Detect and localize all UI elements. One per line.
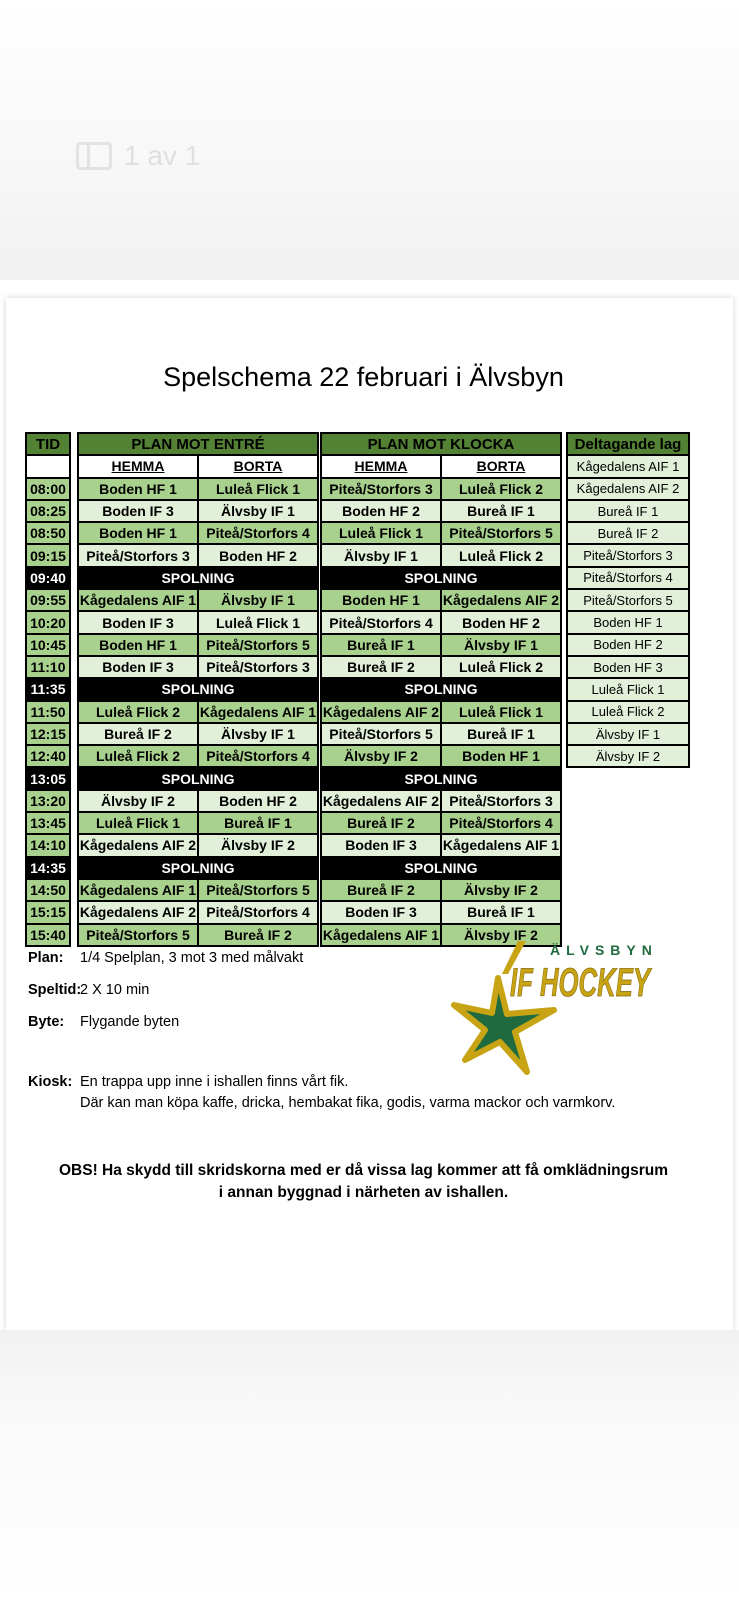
- plan_klocka-header: PLAN MOT KLOCKA: [322, 434, 560, 454]
- home-team-cell: Kågedalens AIF 1: [322, 925, 440, 945]
- info-kiosk-label: Kiosk:: [28, 1074, 73, 1090]
- away-team-cell: Bureå IF 1: [199, 813, 317, 833]
- away-team-cell: Luleå Flick 1: [199, 612, 317, 632]
- home-team-cell: Boden HF 1: [79, 523, 197, 543]
- info-speltid: [28, 980, 149, 1000]
- away-team-cell: Luleå Flick 2: [442, 479, 560, 499]
- spolning-row: SPOLNING: [322, 858, 560, 878]
- away-team-cell: Älvsby IF 2: [442, 925, 560, 945]
- time-cell: 12:40: [27, 746, 69, 766]
- team-list-item: Kågedalens AIF 1: [568, 456, 688, 476]
- home-team-cell: Kågedalens AIF 2: [322, 791, 440, 811]
- home-team-cell: Kågedalens AIF 2: [322, 702, 440, 722]
- time-cell: 09:15: [27, 545, 69, 565]
- home-team-cell: Luleå Flick 2: [79, 746, 197, 766]
- obs-notice: [6, 1160, 721, 1204]
- team-list-item: Boden HF 1: [568, 612, 688, 632]
- plan-entre-table: [77, 432, 319, 947]
- home-team-cell: Älvsby IF 1: [322, 545, 440, 565]
- away-team-cell: Luleå Flick 1: [199, 479, 317, 499]
- document-page: [6, 298, 733, 1330]
- home-team-cell: Bureå IF 2: [322, 657, 440, 677]
- home-team-cell: Kågedalens AIF 1: [79, 880, 197, 900]
- obs-line1: OBS! Ha skydd till skridskorna med er då vissa lag kommer att få omklädningsrum: [58, 1162, 668, 1179]
- away-team-cell: Bureå IF 1: [442, 724, 560, 744]
- team-list-item: Luleå Flick 1: [568, 679, 688, 699]
- time-cell: 08:00: [27, 479, 69, 499]
- home-team-cell: Älvsby IF 2: [322, 746, 440, 766]
- away-team-cell: Luleå Flick 1: [442, 702, 560, 722]
- home-team-cell: Boden HF 2: [322, 501, 440, 521]
- info-speltid-value: 2 X 10 min: [80, 982, 150, 998]
- plan_klocka-col-away: BORTA: [442, 456, 560, 476]
- away-team-cell: Piteå/Storfors 3: [442, 791, 560, 811]
- away-team-cell: Älvsby IF 2: [199, 835, 317, 855]
- home-team-cell: Bureå IF 2: [79, 724, 197, 744]
- plan-klocka-table: [320, 432, 562, 947]
- home-team-cell: Luleå Flick 2: [79, 702, 197, 722]
- team-list-item: Piteå/Storfors 3: [568, 545, 688, 565]
- time-cell: 12:15: [27, 724, 69, 744]
- away-team-cell: Älvsby IF 1: [199, 501, 317, 521]
- alvsbyn-if-hockey-logo: [446, 938, 656, 1083]
- viewer-bottom-area: [0, 1330, 739, 1600]
- away-team-cell: Luleå Flick 2: [442, 545, 560, 565]
- home-team-cell: Piteå/Storfors 5: [79, 925, 197, 945]
- teams-table: [566, 432, 690, 768]
- away-team-cell: Älvsby IF 1: [199, 590, 317, 610]
- away-team-cell: Boden HF 2: [199, 791, 317, 811]
- home-team-cell: Boden IF 3: [79, 612, 197, 632]
- away-team-cell: Älvsby IF 1: [442, 635, 560, 655]
- home-team-cell: Boden IF 3: [79, 657, 197, 677]
- info-speltid-label: Speltid:: [28, 982, 82, 998]
- away-team-cell: Piteå/Storfors 3: [199, 657, 317, 677]
- away-team-cell: Piteå/Storfors 4: [199, 746, 317, 766]
- home-team-cell: Boden IF 3: [322, 902, 440, 922]
- home-team-cell: Luleå Flick 1: [322, 523, 440, 543]
- info-plan: [28, 948, 303, 968]
- time-cell: 11:35: [27, 679, 69, 699]
- home-team-cell: Boden HF 1: [79, 479, 197, 499]
- home-team-cell: Bureå IF 2: [322, 813, 440, 833]
- info-kiosk-line1: En trappa upp inne i ishallen finns vårt fik.: [80, 1074, 349, 1090]
- home-team-cell: Boden IF 3: [79, 501, 197, 521]
- home-team-cell: Bureå IF 2: [322, 880, 440, 900]
- away-team-cell: Piteå/Storfors 4: [442, 813, 560, 833]
- time-cell: 11:50: [27, 702, 69, 722]
- time-cell: 15:15: [27, 902, 69, 922]
- time-cell: 10:45: [27, 635, 69, 655]
- home-team-cell: Älvsby IF 2: [79, 791, 197, 811]
- spolning-row: SPOLNING: [322, 568, 560, 588]
- logo-top-text: ÄLVSBYN: [550, 942, 658, 958]
- viewer-top-bar: [0, 0, 739, 280]
- away-team-cell: Älvsby IF 2: [442, 880, 560, 900]
- plan_klocka-col-home: HEMMA: [322, 456, 440, 476]
- home-team-cell: Kågedalens AIF 2: [79, 835, 197, 855]
- page-title: Spelschema 22 februari i Älvsbyn: [163, 362, 564, 392]
- away-team-cell: Bureå IF 2: [199, 925, 317, 945]
- team-list-item: Luleå Flick 2: [568, 702, 688, 722]
- time-cell: 14:10: [27, 835, 69, 855]
- info-kiosk-line2: Där kan man köpa kaffe, dricka, hembakat fika, godis, varma mackor och varmkorv.: [80, 1095, 616, 1111]
- away-team-cell: Luleå Flick 2: [442, 657, 560, 677]
- team-list-item: Bureå IF 1: [568, 501, 688, 521]
- spolning-row: SPOLNING: [79, 679, 317, 699]
- time-cell: 13:45: [27, 813, 69, 833]
- away-team-cell: Piteå/Storfors 4: [199, 902, 317, 922]
- spolning-row: SPOLNING: [322, 679, 560, 699]
- time-subheader-blank: [27, 456, 69, 476]
- home-team-cell: Luleå Flick 1: [79, 813, 197, 833]
- home-team-cell: Piteå/Storfors 4: [322, 612, 440, 632]
- team-list-item: Piteå/Storfors 4: [568, 568, 688, 588]
- spolning-row: SPOLNING: [79, 568, 317, 588]
- time-header: TID: [27, 434, 69, 454]
- teams-header: Deltagande lag: [568, 434, 688, 454]
- team-list-item: Boden HF 2: [568, 635, 688, 655]
- time-column: [25, 432, 71, 947]
- page-indicator[interactable]: [76, 140, 200, 172]
- home-team-cell: Boden IF 3: [322, 835, 440, 855]
- time-cell: 14:50: [27, 880, 69, 900]
- away-team-cell: Piteå/Storfors 5: [199, 635, 317, 655]
- home-team-cell: Piteå/Storfors 3: [322, 479, 440, 499]
- team-list-item: Bureå IF 2: [568, 523, 688, 543]
- away-team-cell: Boden HF 2: [199, 545, 317, 565]
- spolning-row: SPOLNING: [322, 768, 560, 788]
- logo-main-text: IF HOCKEY: [510, 961, 653, 1005]
- time-cell: 14:35: [27, 858, 69, 878]
- info-plan-value: 1/4 Spelplan, 3 mot 3 med målvakt: [80, 950, 304, 966]
- team-list-item: Boden HF 3: [568, 657, 688, 677]
- spolning-row: SPOLNING: [79, 768, 317, 788]
- away-team-cell: Kågedalens AIF 1: [442, 835, 560, 855]
- home-team-cell: Kågedalens AIF 2: [79, 902, 197, 922]
- document-pages-icon: [76, 142, 112, 170]
- away-team-cell: Piteå/Storfors 5: [442, 523, 560, 543]
- info-byte-label: Byte:: [28, 1014, 65, 1030]
- away-team-cell: Kågedalens AIF 1: [199, 702, 317, 722]
- team-list-item: Piteå/Storfors 5: [568, 590, 688, 610]
- info-byte: [28, 1012, 179, 1032]
- away-team-cell: Boden HF 2: [442, 612, 560, 632]
- away-team-cell: Kågedalens AIF 2: [442, 590, 560, 610]
- team-list-item: Älvsby IF 1: [568, 724, 688, 744]
- time-cell: 13:05: [27, 768, 69, 788]
- away-team-cell: Bureå IF 1: [442, 501, 560, 521]
- away-team-cell: Piteå/Storfors 5: [199, 880, 317, 900]
- page-indicator-label: 1 av 1: [124, 140, 201, 171]
- time-cell: 13:20: [27, 791, 69, 811]
- info-byte-value: Flygande byten: [80, 1014, 180, 1030]
- time-cell: 15:40: [27, 925, 69, 945]
- time-cell: 09:40: [27, 568, 69, 588]
- home-team-cell: Bureå IF 1: [322, 635, 440, 655]
- away-team-cell: Boden HF 1: [442, 746, 560, 766]
- home-team-cell: Boden HF 1: [79, 635, 197, 655]
- time-cell: 11:10: [27, 657, 69, 677]
- home-team-cell: Boden HF 1: [322, 590, 440, 610]
- obs-line2: i annan byggnad i närheten av ishallen.: [218, 1184, 509, 1201]
- time-cell: 08:25: [27, 501, 69, 521]
- plan_entre-header: PLAN MOT ENTRÉ: [79, 434, 317, 454]
- team-list-item: Älvsby IF 2: [568, 746, 688, 766]
- away-team-cell: Älvsby IF 1: [199, 724, 317, 744]
- plan_entre-col-home: HEMMA: [79, 456, 197, 476]
- home-team-cell: Piteå/Storfors 3: [79, 545, 197, 565]
- home-team-cell: Kågedalens AIF 1: [79, 590, 197, 610]
- team-list-item: Kågedalens AIF 2: [568, 479, 688, 499]
- plan_entre-col-away: BORTA: [199, 456, 317, 476]
- home-team-cell: Piteå/Storfors 5: [322, 724, 440, 744]
- spolning-row: SPOLNING: [79, 858, 317, 878]
- time-cell: 10:20: [27, 612, 69, 632]
- info-plan-label: Plan:: [28, 950, 64, 966]
- away-team-cell: Piteå/Storfors 4: [199, 523, 317, 543]
- time-cell: 08:50: [27, 523, 69, 543]
- away-team-cell: Bureå IF 1: [442, 902, 560, 922]
- time-cell: 09:55: [27, 590, 69, 610]
